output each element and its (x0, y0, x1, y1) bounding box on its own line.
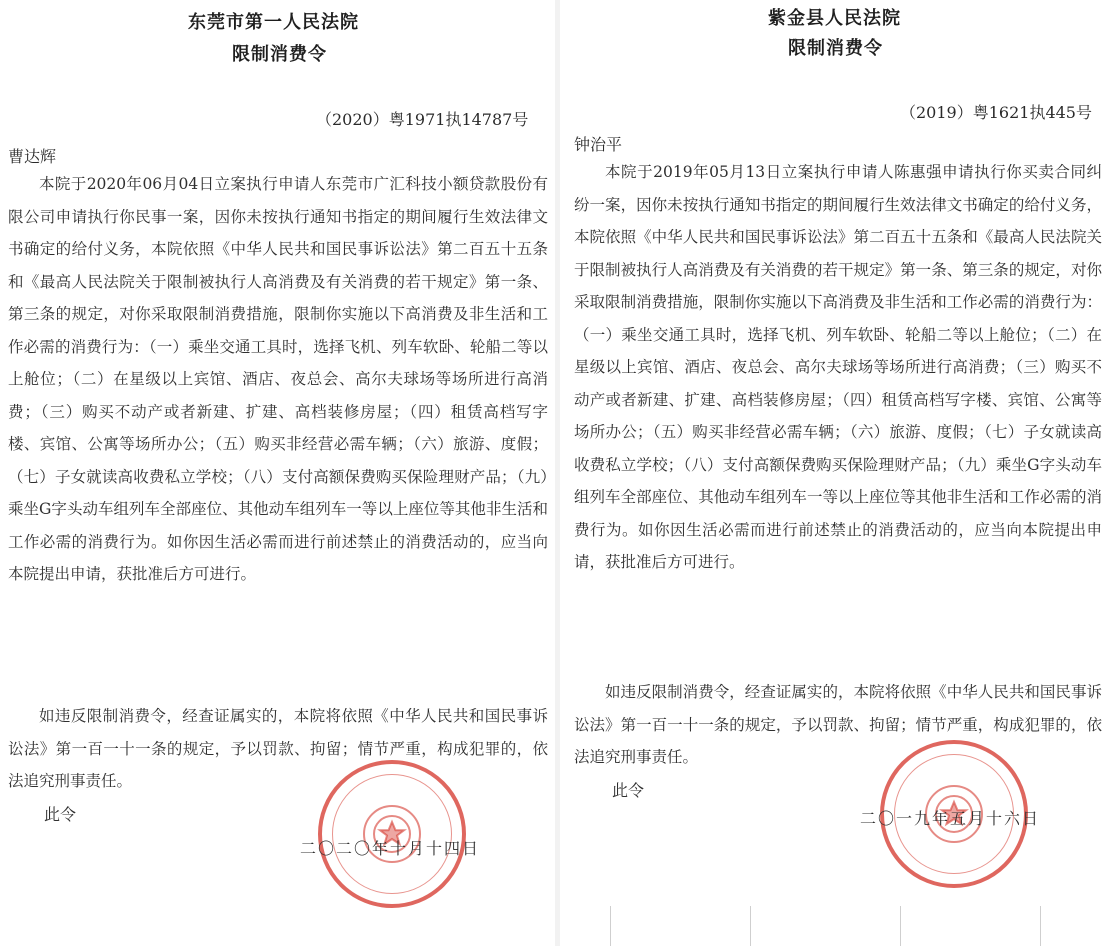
court-name: 东莞市第一人民法院 (188, 12, 359, 33)
case-number: （2019）粤1621执445号 (900, 103, 1092, 122)
closing: 此令 (612, 781, 645, 800)
star-emblem-icon (322, 764, 462, 904)
order-body-paragraph: 本院于2019年05月13日立案执行申请人陈惠强申请执行你买卖合同纠纷一案，因你未按执行通知书指定的期间履行生效法律文书确定的给付义务，本院依照《中华人民共和国民事诉讼法》第二百五十五条和《最高人民法院关于限制被执行人高消费及有关消费的若干规定》第一条、第三条的规定，对你采取限制消费措施，限制你实施以下高消费及非生活和工作必需的消费行为：（一）乘坐交通工具时，选择飞机、列车软卧、轮船二等以上舱位；（二）在星级以上宾馆、酒店、夜总会、高尔夫球场等场所进行高消费；（三）购买不动产或者新建、扩建、高档装修房屋；（四）租赁高档写字楼、宾馆、公寓等场所办公；（五）购买非经营必需车辆；（六）旅游、度假；（七）子女就读高收费私立学校；（八）支付高额保费购买保险理财产品；（九）乘坐G字头动车组列车全部座位、其他动车组列车一等以上座位等其他非生活和工作必需的消费行为。如你因生活必需而进行前述禁止的消费活动的，应当向本院提出申请，获批准后方可进行。 (574, 163, 1102, 571)
binding-marks (600, 906, 1114, 946)
court-seal (318, 760, 466, 908)
order-title: 限制消费令 (232, 44, 327, 65)
right-document (560, 0, 1114, 946)
closing: 此令 (44, 805, 77, 824)
order-title: 限制消费令 (788, 38, 883, 59)
order-date: 二〇一九年五月十六日 (860, 809, 1041, 828)
left-document (0, 0, 556, 946)
addressee: 钟治平 (574, 135, 623, 154)
order-body-paragraph: 本院于2020年06月04日立案执行申请人东莞市广汇科技小额贷款股份有限公司申请执行你民事一案，因你未按执行通知书指定的期间履行生效法律文书确定的给付义务，本院依照《中华人民共和国民事诉讼法》第二百五十五条和《最高人民法院关于限制被执行人高消费及有关消费的若干规定》第一条、第三条的规定，对你采取限制消费措施，限制你实施以下高消费及非生活和工作必需的消费行为：（一）乘坐交通工具时，选择飞机、列车软卧、轮船二等以上舱位；（二）在星级以上宾馆、酒店、夜总会、高尔夫球场等场所进行高消费；（三）购买不动产或者新建、扩建、高档装修房屋；（四）租赁高档写字楼、宾馆、公寓等场所办公；（五）购买非经营必需车辆；（六）旅游、度假；（七）子女就读高收费私立学校；（八）支付高额保费购买保险理财产品；（九）乘坐G字头动车组列车全部座位、其他动车组列车一等以上座位等其他非生活和工作必需的消费行为。如你因生活必需而进行前述禁止的消费活动的，应当向本院提出申请，获批准后方可进行。 (8, 175, 548, 583)
order-date: 二〇二〇年十月十四日 (300, 839, 481, 858)
case-number: （2020）粤1971执14787号 (316, 110, 529, 129)
court-name: 紫金县人民法院 (768, 8, 901, 29)
addressee: 曹达辉 (8, 147, 57, 166)
warning-paragraph: 如违反限制消费令，经查证属实的，本院将依照《中华人民共和国民事诉讼法》第一百一十一条的规定，予以罚款、拘留；情节严重，构成犯罪的，依法追究刑事责任。 (8, 707, 548, 790)
warning-paragraph: 如违反限制消费令，经查证属实的，本院将依照《中华人民共和国民事诉讼法》第一百一十一条的规定，予以罚款、拘留；情节严重，构成犯罪的，依法追究刑事责任。 (574, 683, 1102, 766)
